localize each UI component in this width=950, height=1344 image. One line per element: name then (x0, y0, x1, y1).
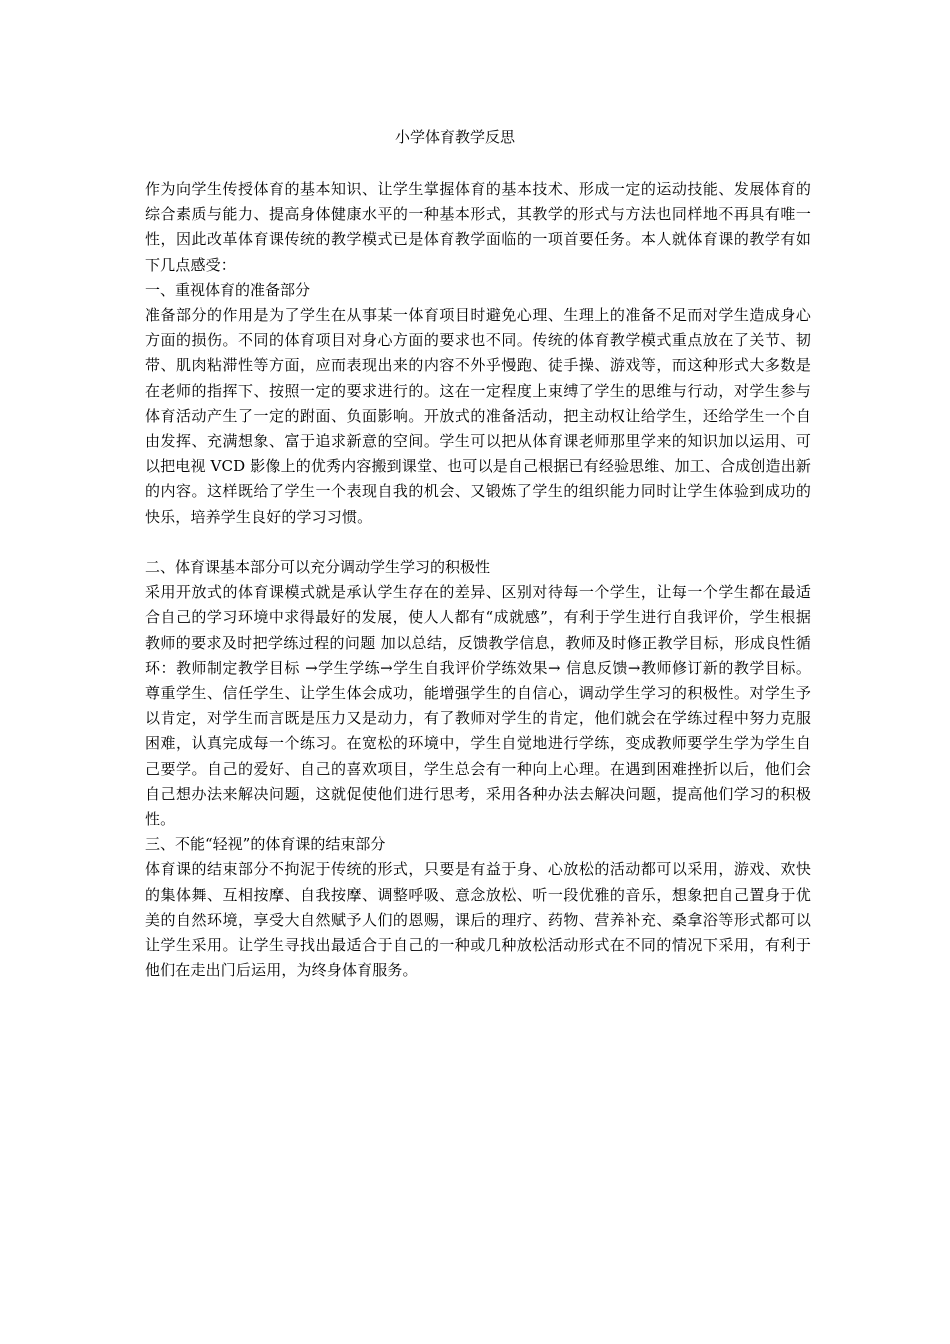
section-3-paragraph: 体育课的结束部分不拘泥于传统的形式，只要是有益于身、心放松的活动都可以采用，游戏、欢快的集体舞、互相按摩、自我按摩、调整呼吸、意念放松、听一段优雅的音乐，想象把自己置身于优美的自然环境，享受大自然赋予人们的恩赐，课后的理疗、药物、营养补充、桑拿浴等形式都可以让学生采用。让学生寻找出最适合于自己的一种或几种放松活动形式在不同的情况下采用，有利于他们在走出门后运用，为终身体育服务。 (145, 860, 811, 980)
section-1-paragraph: 准备部分的作用是为了学生在从事某一体育项目时避免心理、生理上的准备不足而对学生造成身心方面的损伤。不同的体育项目对身心方面的要求也不同。传统的体育教学模式重点放在了关节、韧带、肌肉粘滞性等方面，应而表现出来的内容不外乎慢跑、徒手操、游戏等，而这种形式大多数是在老师的指挥下、按照一定的要求进行的。这在一定程度上束缚了学生的思维与行动，对学生参与体育活动产生了一定的跗面、负面影响。开放式的准备活动，把主动权让给学生，还给学生一个自由发挥、充满想象、富于追求新意的空间。学生可以把从体育课老师那里学来的知识加以运用、可以把电视 VCD 影像上的优秀内容搬到课堂、也可以是自己根据已有经验思维、加工、合成创造出新的内容。这样既给了学生一个表现自我的机会、又锻炼了学生的组织能力同时让学生体验到成功的快乐，培养学生良好的学习习惯。 (145, 306, 811, 526)
intro-paragraph: 作为向学生传授体育的基本知识、让学生掌握体育的基本技术、形成一定的运动技能、发展体育的综合素质与能力、提高身体健康水平的一种基本形式，其教学的形式与方法也同样地不再具有唯一性，因此改革体育课传统的教学模式已是体育教学面临的一项首要任务。本人就体育课的教学有如下几点感受： (145, 180, 811, 274)
page-title (0, 126, 950, 148)
page-title-text: 小学体育教学反思 (394, 128, 515, 146)
section-2-heading: 二、体育课基本部分可以充分调动学生学习的积极性 (145, 558, 491, 577)
document-body (145, 177, 811, 983)
section-2-paragraph: 采用开放式的体育课模式就是承认学生存在的差异、区别对待每一个学生，让每一个学生都在最适合自己的学习环境中求得最好的发展，使人人都有“成就感”，有利于学生进行自我评价，学生根据教师的要求及时把学练过程的问题 加以总结，反馈教学信息，教师及时修正教学目标，形成良性循环：教师制定教学目标 →学生学练→学生自我评价学练效果→ 信息反馈→教师修订新的教学目标。尊重学生、信任学生、让学生体会成功，能增强学生的自信心，调动学生学习的积极性。对学生予以肯定，对学生而言既是压力又是动力，有了教师对学生的肯定，他们就会在学练过程中努力克服困难，认真完成每一个练习。在宽松的环境中，学生自觉地进行学练，变成教师要学生学为学生自己要学。自己的爱好、自己的喜欢项目，学生总会有一种向上心理。在遇到困难挫折以后，他们会自己想办法来解决问题，这就促使他们进行思考，采用各种办法去解决问题，提高他们学习的积极性。 (145, 583, 811, 829)
section-3-heading: 三、不能“轻视”的体育课的结束部分 (145, 835, 386, 854)
section-1-heading: 一、重视体育的准备部分 (145, 280, 311, 299)
blank-line (145, 530, 811, 555)
